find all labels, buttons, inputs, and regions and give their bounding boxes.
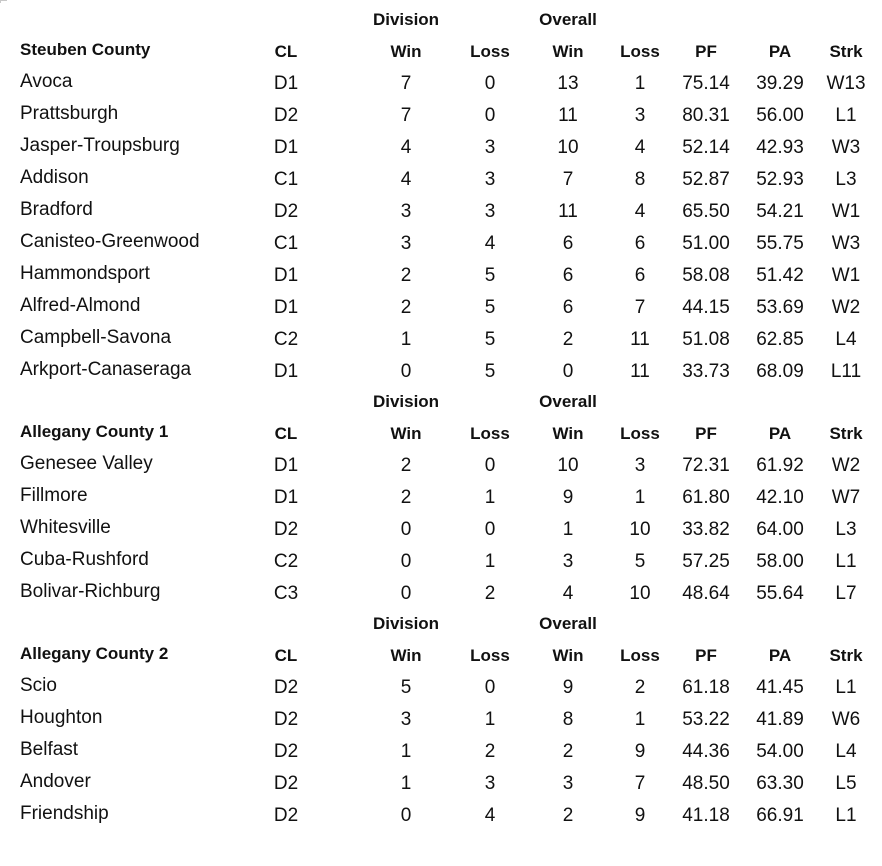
division-loss-cell: 5 (484, 329, 496, 350)
team-name: Prattsburgh (20, 103, 119, 124)
streak-cell: W2 (831, 297, 861, 318)
streak-cell: L1 (835, 805, 857, 826)
division-win-cell: 0 (400, 805, 412, 826)
points-against-cell: 42.10 (756, 487, 804, 508)
standings-table (0, 5, 882, 831)
division-win-cell: 0 (400, 583, 412, 604)
team-name: Belfast (20, 739, 79, 760)
header-strk: Strk (829, 424, 863, 443)
team-name: Bolivar-Richburg (20, 581, 161, 602)
table-row (0, 355, 882, 387)
header-strk: Strk (829, 646, 863, 665)
group-header-row (0, 609, 882, 639)
division-loss-cell: 5 (484, 297, 496, 318)
streak-cell: W6 (831, 709, 861, 730)
points-against-cell: 52.93 (756, 169, 804, 190)
points-against-cell: 62.85 (756, 329, 804, 350)
team-name: Andover (20, 771, 91, 792)
header-pa: PA (768, 646, 792, 665)
division-win-cell: 2 (400, 487, 412, 508)
overall-loss-cell: 10 (629, 519, 651, 540)
points-for-cell: 44.36 (682, 741, 730, 762)
class-cell: D1 (273, 265, 299, 286)
table-row (0, 291, 882, 323)
overall-loss-cell: 7 (634, 773, 646, 794)
division-loss-cell: 3 (484, 201, 496, 222)
points-for-cell: 41.18 (682, 805, 730, 826)
points-against-cell: 55.64 (756, 583, 804, 604)
division-loss-cell: 0 (484, 677, 496, 698)
class-cell: D1 (273, 455, 299, 476)
division-win-cell: 3 (400, 709, 412, 730)
streak-cell: W2 (831, 455, 861, 476)
points-for-cell: 57.25 (682, 551, 730, 572)
table-row (0, 577, 882, 609)
overall-win-cell: 7 (562, 169, 574, 190)
points-against-cell: 41.45 (756, 677, 804, 698)
division-loss-cell: 2 (484, 741, 496, 762)
overall-win-cell: 4 (562, 583, 574, 604)
team-name: Genesee Valley (20, 453, 153, 474)
class-cell: D2 (273, 677, 299, 698)
header-division-loss: Loss (470, 42, 510, 61)
section-steuben-county (0, 5, 882, 387)
division-win-cell: 1 (400, 741, 412, 762)
overall-win-cell: 9 (562, 487, 574, 508)
table-row (0, 259, 882, 291)
division-loss-cell: 2 (484, 583, 496, 604)
team-name: Canisteo-Greenwood (20, 231, 200, 252)
division-win-cell: 7 (400, 105, 412, 126)
overall-win-cell: 9 (562, 677, 574, 698)
overall-loss-cell: 1 (634, 73, 646, 94)
column-header-row (0, 35, 882, 67)
class-cell: D2 (273, 201, 299, 222)
points-for-cell: 51.00 (682, 233, 730, 254)
team-name: Houghton (20, 707, 103, 728)
points-for-cell: 48.64 (682, 583, 730, 604)
overall-loss-cell: 10 (629, 583, 651, 604)
overall-loss-cell: 9 (634, 741, 646, 762)
division-win-cell: 4 (400, 169, 412, 190)
streak-cell: W1 (831, 265, 861, 286)
points-against-cell: 55.75 (756, 233, 804, 254)
division-loss-cell: 0 (484, 455, 496, 476)
overall-win-cell: 3 (562, 551, 574, 572)
points-against-cell: 39.29 (756, 73, 804, 94)
points-against-cell: 54.21 (756, 201, 804, 222)
streak-cell: L11 (830, 361, 862, 382)
header-cl: CL (274, 646, 298, 665)
points-for-cell: 33.82 (682, 519, 730, 540)
division-group-label: Division (372, 392, 440, 411)
division-loss-cell: 5 (484, 265, 496, 286)
team-name: Alfred-Almond (20, 295, 141, 316)
division-win-cell: 4 (400, 137, 412, 158)
points-against-cell: 68.09 (756, 361, 804, 382)
overall-win-cell: 1 (562, 519, 574, 540)
class-cell: D1 (273, 361, 299, 382)
team-name: Whitesville (20, 517, 111, 538)
team-name: Bradford (20, 199, 93, 220)
group-header-row (0, 387, 882, 417)
class-cell: D2 (273, 709, 299, 730)
points-for-cell: 52.87 (682, 169, 730, 190)
section-title: Allegany County 2 (20, 644, 169, 663)
points-against-cell: 56.00 (756, 105, 804, 126)
table-row (0, 799, 882, 831)
points-against-cell: 61.92 (756, 455, 804, 476)
division-loss-cell: 4 (484, 233, 496, 254)
class-cell: D1 (273, 297, 299, 318)
division-win-cell: 2 (400, 455, 412, 476)
overall-group-label: Overall (539, 10, 597, 29)
table-row (0, 67, 882, 99)
overall-win-cell: 11 (558, 201, 578, 222)
team-name: Cuba-Rushford (20, 549, 149, 570)
points-against-cell: 63.30 (756, 773, 804, 794)
overall-loss-cell: 9 (634, 805, 646, 826)
table-row (0, 703, 882, 735)
team-name: Addison (20, 167, 89, 188)
points-against-cell: 64.00 (756, 519, 804, 540)
table-row (0, 671, 882, 703)
overall-win-cell: 2 (562, 741, 574, 762)
header-pf: PF (695, 646, 717, 665)
header-pa: PA (768, 42, 792, 61)
overall-win-cell: 10 (557, 455, 579, 476)
table-row (0, 195, 882, 227)
class-cell: D1 (273, 487, 299, 508)
points-for-cell: 53.22 (682, 709, 730, 730)
division-win-cell: 2 (400, 297, 412, 318)
division-win-cell: 0 (400, 551, 412, 572)
class-cell: D2 (273, 741, 299, 762)
streak-cell: L1 (835, 677, 857, 698)
overall-win-cell: 3 (562, 773, 574, 794)
points-for-cell: 58.08 (682, 265, 730, 286)
team-name: Campbell-Savona (20, 327, 172, 348)
division-win-cell: 5 (400, 677, 412, 698)
overall-win-cell: 0 (562, 361, 574, 382)
header-cl: CL (274, 424, 298, 443)
header-cl: CL (274, 42, 298, 61)
class-cell: D1 (273, 73, 299, 94)
header-overall-win: Win (552, 646, 584, 665)
division-loss-cell: 5 (484, 361, 496, 382)
header-overall-win: Win (552, 424, 584, 443)
header-division-win: Win (390, 646, 422, 665)
division-loss-cell: 1 (484, 487, 496, 508)
table-row (0, 449, 882, 481)
streak-cell: L7 (835, 583, 857, 604)
team-name: Jasper-Troupsburg (20, 135, 180, 156)
points-for-cell: 33.73 (682, 361, 730, 382)
header-pa: PA (768, 424, 792, 443)
header-overall-loss: Loss (620, 424, 660, 443)
division-loss-cell: 4 (484, 805, 496, 826)
division-win-cell: 1 (400, 773, 412, 794)
group-header-row (0, 5, 882, 35)
section-allegany-county-1 (0, 387, 882, 609)
division-win-cell: 3 (400, 233, 412, 254)
table-row (0, 513, 882, 545)
overall-loss-cell: 1 (634, 487, 646, 508)
division-group-label: Division (372, 614, 440, 633)
division-win-cell: 7 (400, 73, 412, 94)
header-division-win: Win (390, 424, 422, 443)
division-loss-cell: 0 (484, 519, 496, 540)
streak-cell: W13 (826, 73, 866, 94)
section-allegany-county-2 (0, 609, 882, 831)
streak-cell: L1 (835, 551, 857, 572)
team-name: Arkport-Canaseraga (20, 359, 192, 380)
overall-loss-cell: 3 (634, 105, 646, 126)
points-for-cell: 65.50 (682, 201, 730, 222)
overall-win-cell: 10 (557, 137, 579, 158)
table-row (0, 131, 882, 163)
division-win-cell: 1 (400, 329, 412, 350)
division-group-label: Division (372, 10, 440, 29)
points-for-cell: 80.31 (682, 105, 730, 126)
points-against-cell: 54.00 (756, 741, 804, 762)
division-loss-cell: 0 (484, 105, 496, 126)
division-loss-cell: 1 (484, 709, 496, 730)
overall-loss-cell: 11 (630, 329, 650, 350)
overall-loss-cell: 3 (634, 455, 646, 476)
division-loss-cell: 3 (484, 137, 496, 158)
streak-cell: W3 (831, 233, 861, 254)
table-row (0, 767, 882, 799)
overall-loss-cell: 1 (634, 709, 646, 730)
overall-loss-cell: 6 (634, 233, 646, 254)
table-row (0, 99, 882, 131)
table-row (0, 545, 882, 577)
points-for-cell: 44.15 (682, 297, 730, 318)
division-win-cell: 0 (400, 361, 412, 382)
table-row (0, 481, 882, 513)
overall-win-cell: 2 (562, 805, 574, 826)
overall-group-label: Overall (539, 392, 597, 411)
streak-cell: W3 (831, 137, 861, 158)
section-title: Steuben County (20, 40, 151, 59)
overall-loss-cell: 5 (634, 551, 646, 572)
overall-loss-cell: 4 (634, 201, 646, 222)
column-header-row (0, 639, 882, 671)
team-rows (0, 671, 882, 831)
table-row (0, 735, 882, 767)
division-loss-cell: 1 (484, 551, 496, 572)
overall-loss-cell: 7 (634, 297, 646, 318)
overall-loss-cell: 6 (634, 265, 646, 286)
class-cell: C2 (273, 329, 299, 350)
team-rows (0, 449, 882, 609)
streak-cell: L3 (835, 169, 857, 190)
column-header-row (0, 417, 882, 449)
class-cell: D1 (273, 137, 299, 158)
points-for-cell: 52.14 (682, 137, 730, 158)
team-name: Scio (20, 675, 57, 696)
class-cell: D2 (273, 105, 299, 126)
corner-mark (0, 0, 7, 3)
points-against-cell: 41.89 (756, 709, 804, 730)
overall-loss-cell: 2 (634, 677, 646, 698)
class-cell: D2 (273, 519, 299, 540)
team-name: Hammondsport (20, 263, 150, 284)
division-win-cell: 3 (400, 201, 412, 222)
class-cell: C3 (273, 583, 299, 604)
table-row (0, 163, 882, 195)
streak-cell: L4 (835, 329, 857, 350)
points-for-cell: 72.31 (682, 455, 730, 476)
division-win-cell: 2 (400, 265, 412, 286)
overall-win-cell: 13 (557, 73, 579, 94)
header-strk: Strk (829, 42, 863, 61)
points-for-cell: 51.08 (682, 329, 730, 350)
streak-cell: W1 (831, 201, 861, 222)
header-overall-loss: Loss (620, 42, 660, 61)
overall-loss-cell: 4 (634, 137, 646, 158)
points-against-cell: 53.69 (756, 297, 804, 318)
overall-win-cell: 6 (562, 297, 574, 318)
class-cell: D2 (273, 805, 299, 826)
division-win-cell: 0 (400, 519, 412, 540)
points-against-cell: 58.00 (756, 551, 804, 572)
team-name: Fillmore (20, 485, 88, 506)
overall-win-cell: 6 (562, 265, 574, 286)
division-loss-cell: 3 (484, 169, 496, 190)
team-rows (0, 67, 882, 387)
streak-cell: L3 (835, 519, 857, 540)
overall-win-cell: 2 (562, 329, 574, 350)
streak-cell: L5 (835, 773, 857, 794)
overall-win-cell: 8 (562, 709, 574, 730)
team-name: Friendship (20, 803, 109, 824)
streak-cell: L4 (835, 741, 857, 762)
points-against-cell: 51.42 (756, 265, 804, 286)
section-title: Allegany County 1 (20, 422, 169, 441)
points-against-cell: 42.93 (756, 137, 804, 158)
streak-cell: W7 (831, 487, 861, 508)
header-division-loss: Loss (470, 646, 510, 665)
division-loss-cell: 3 (484, 773, 496, 794)
header-overall-win: Win (552, 42, 584, 61)
table-row (0, 323, 882, 355)
team-name: Avoca (20, 71, 73, 92)
streak-cell: L1 (835, 105, 857, 126)
overall-loss-cell: 11 (630, 361, 650, 382)
points-against-cell: 66.91 (756, 805, 804, 826)
class-cell: C1 (273, 169, 299, 190)
header-division-loss: Loss (470, 424, 510, 443)
overall-win-cell: 6 (562, 233, 574, 254)
table-row (0, 227, 882, 259)
points-for-cell: 75.14 (682, 73, 730, 94)
class-cell: C1 (273, 233, 299, 254)
header-overall-loss: Loss (620, 646, 660, 665)
header-pf: PF (695, 424, 717, 443)
points-for-cell: 48.50 (682, 773, 730, 794)
overall-group-label: Overall (539, 614, 597, 633)
overall-loss-cell: 8 (634, 169, 646, 190)
class-cell: D2 (273, 773, 299, 794)
division-loss-cell: 0 (484, 73, 496, 94)
class-cell: C2 (273, 551, 299, 572)
points-for-cell: 61.18 (682, 677, 730, 698)
overall-win-cell: 11 (558, 105, 578, 126)
points-for-cell: 61.80 (682, 487, 730, 508)
header-division-win: Win (390, 42, 422, 61)
header-pf: PF (695, 42, 717, 61)
